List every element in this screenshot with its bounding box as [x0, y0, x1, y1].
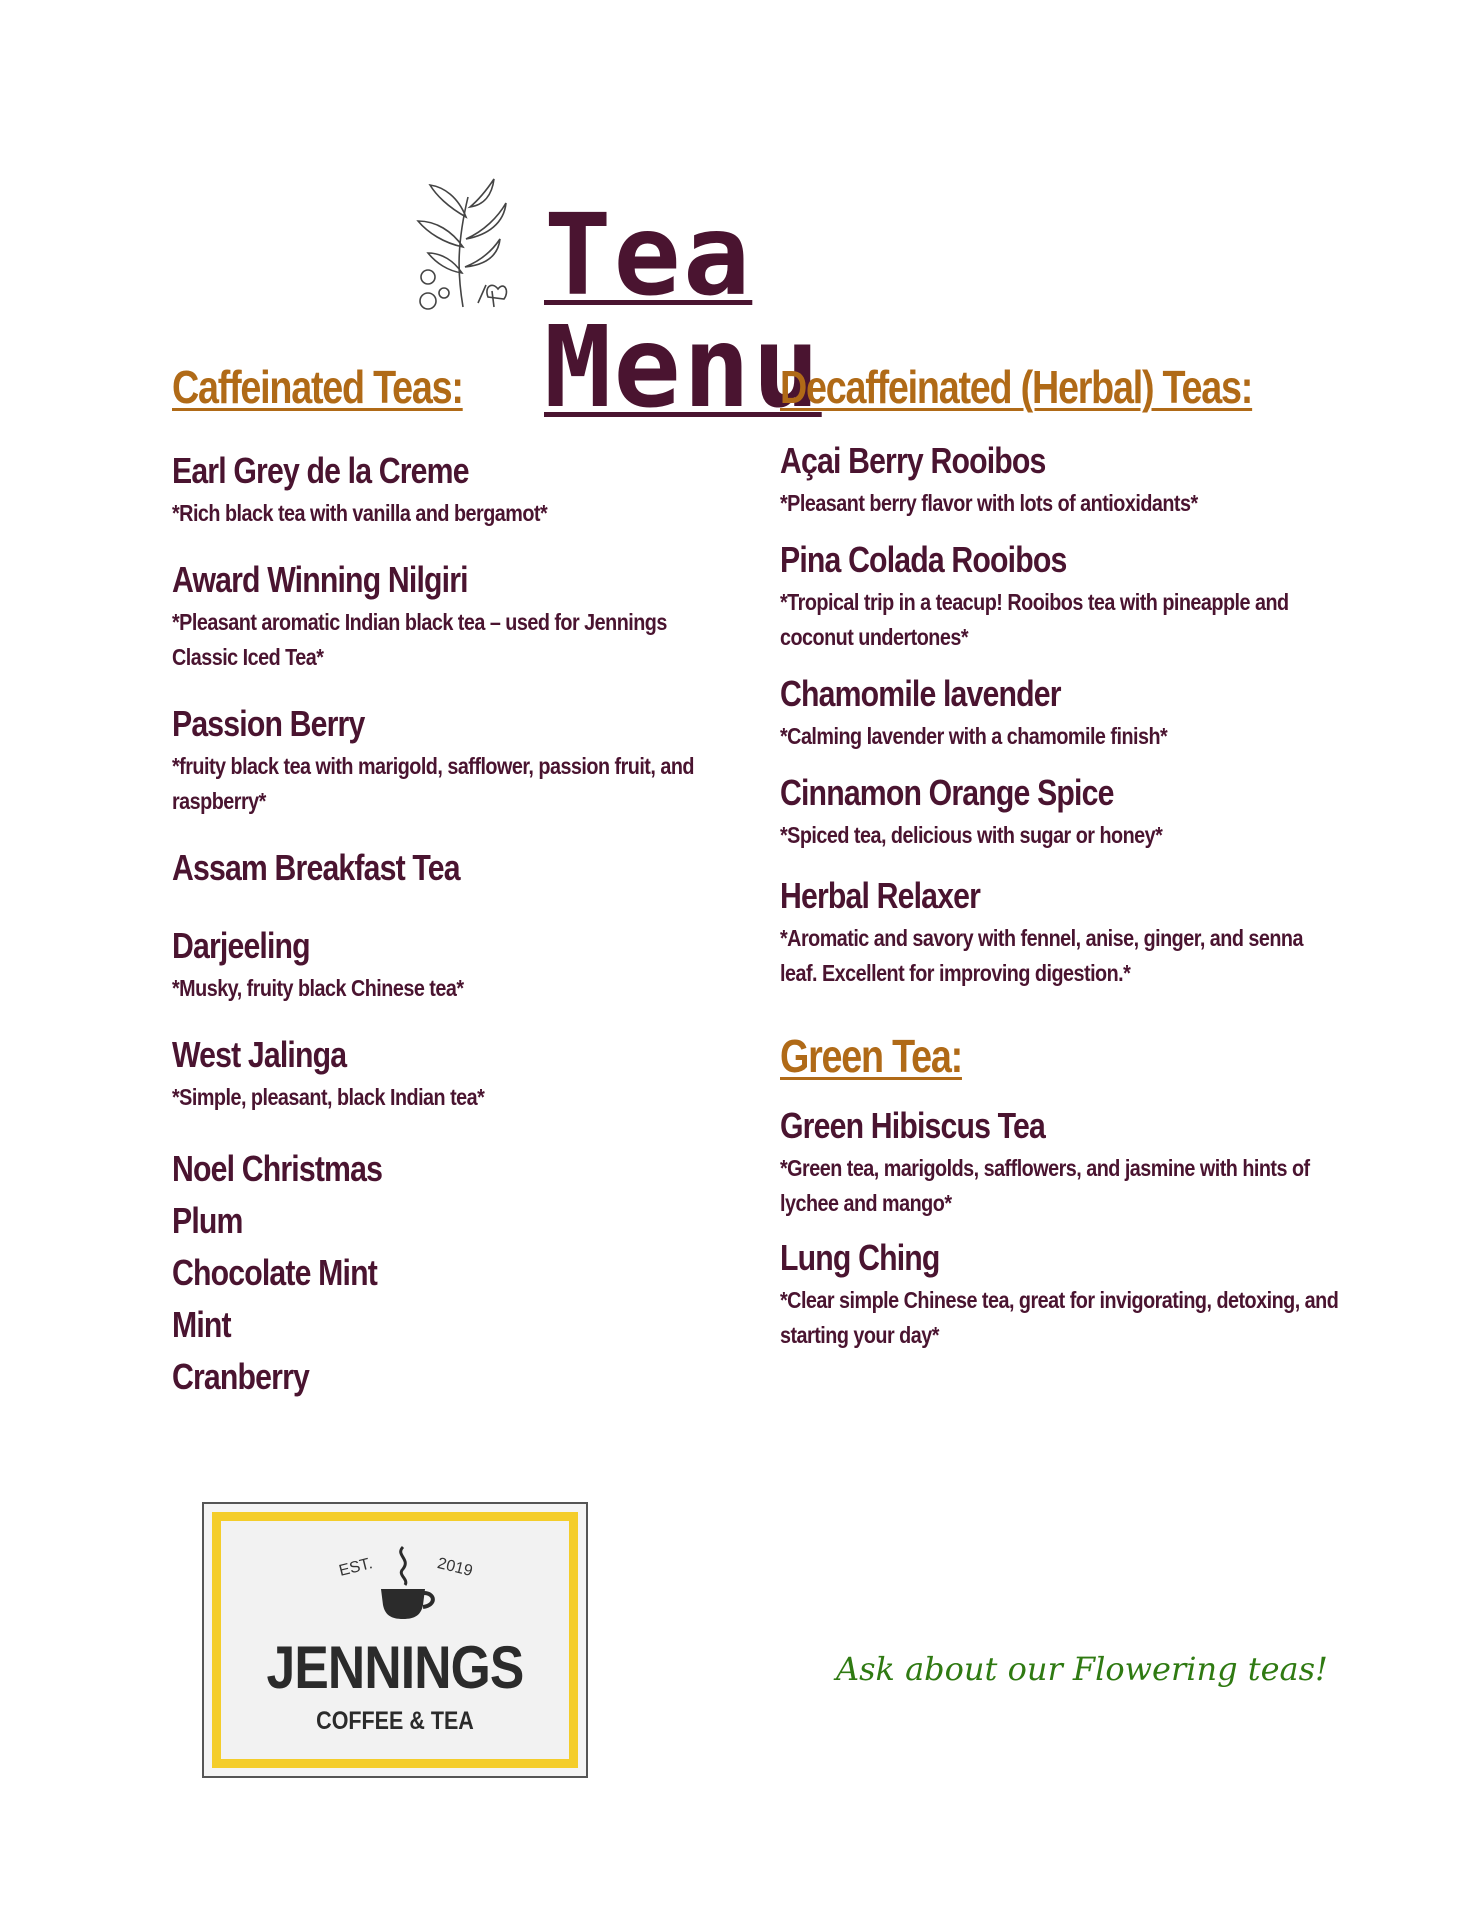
tea-description: *fruity black tea with marigold, safflower, passion fruit, and raspberry*: [172, 753, 694, 814]
tea-description: *Calming lavender with a chamomile finish*: [780, 723, 1168, 749]
tea-name: Lung Ching: [780, 1237, 940, 1278]
tea-item: [780, 1105, 1340, 1221]
tea-name: Açai Berry Rooibos: [780, 440, 1046, 481]
section-heading-decaf: Decaffeinated (Herbal) Teas:: [780, 361, 1253, 413]
tea-description: *Rich black tea with vanilla and bergamot*: [172, 500, 548, 526]
logo-name: JENNINGS: [266, 1634, 524, 1701]
flowering-teas-promo: Ask about our Flowering teas!: [836, 1650, 1328, 1688]
green-tea-section: [780, 1029, 1340, 1353]
tea-name: Passion Berry: [172, 703, 365, 744]
tea-name: Chocolate Mint: [172, 1252, 377, 1293]
tea-description: *Tropical trip in a teacup! Rooibos tea with pineapple and coconut undertones*: [780, 589, 1289, 650]
section-heading-caffeinated: Caffeinated Teas:: [172, 361, 463, 413]
tea-description: *Clear simple Chinese tea, great for invigorating, detoxing, and starting your day*: [780, 1287, 1339, 1348]
tea-name: Chamomile lavender: [780, 673, 1061, 714]
tea-item: [172, 925, 712, 1006]
tea-name: Assam Breakfast Tea: [172, 847, 460, 888]
tea-item: [172, 559, 712, 675]
tea-name: Cinnamon Orange Spice: [780, 772, 1114, 813]
tea-description: *Green tea, marigolds, safflowers, and jasmine with hints of lychee and mango*: [780, 1155, 1310, 1216]
tea-item: [172, 703, 712, 819]
tea-name: Mint: [172, 1304, 231, 1345]
tea-description: *Aromatic and savory with fennel, anise, ginger, and senna leaf. Excellent for improving digestion.*: [780, 925, 1303, 986]
logo-year: 2019: [435, 1554, 475, 1581]
tea-plant-illustration-icon: [408, 177, 518, 315]
tea-description: *Simple, pleasant, black Indian tea*: [172, 1084, 485, 1110]
tea-item: [780, 539, 1340, 655]
tea-item: [780, 772, 1340, 853]
tea-name: Green Hibiscus Tea: [780, 1105, 1045, 1146]
tea-description: *Pleasant aromatic Indian black tea – used for Jennings Classic Iced Tea*: [172, 609, 667, 670]
tea-name: Pina Colada Rooibos: [780, 539, 1067, 580]
decaf-section: [780, 360, 1340, 1381]
tea-item: [172, 1034, 712, 1115]
caffeinated-section: [172, 360, 712, 1403]
tea-name: Darjeeling: [172, 925, 310, 966]
jennings-logo: [202, 1502, 588, 1778]
logo-est: EST.: [337, 1555, 375, 1580]
tea-item: [780, 673, 1340, 754]
logo-subtitle: COFFEE & TEA: [316, 1707, 474, 1735]
section-heading-green: Green Tea:: [780, 1030, 962, 1082]
page-title: Tea Menu: [544, 191, 822, 433]
tea-name: Award Winning Nilgiri: [172, 559, 468, 600]
tea-name: Cranberry: [172, 1356, 309, 1397]
tea-name: Plum: [172, 1200, 243, 1241]
tea-description: *Musky, fruity black Chinese tea*: [172, 975, 464, 1001]
tea-item: [780, 1237, 1340, 1353]
logo-frame: [212, 1512, 578, 1768]
tea-description: *Pleasant berry flavor with lots of antioxidants*: [780, 490, 1198, 516]
plain-tea-list: [172, 1143, 712, 1403]
tea-item: [172, 847, 712, 889]
tea-name: West Jalinga: [172, 1034, 347, 1075]
tea-name: Earl Grey de la Creme: [172, 450, 469, 491]
tea-name: Herbal Relaxer: [780, 875, 981, 916]
tea-description: *Spiced tea, delicious with sugar or honey*: [780, 822, 1163, 848]
tea-item: [172, 450, 712, 531]
tea-name: Noel Christmas: [172, 1148, 383, 1189]
coffee-cup-icon: [369, 1543, 443, 1623]
tea-item: [780, 440, 1340, 521]
tea-item: [780, 875, 1340, 991]
